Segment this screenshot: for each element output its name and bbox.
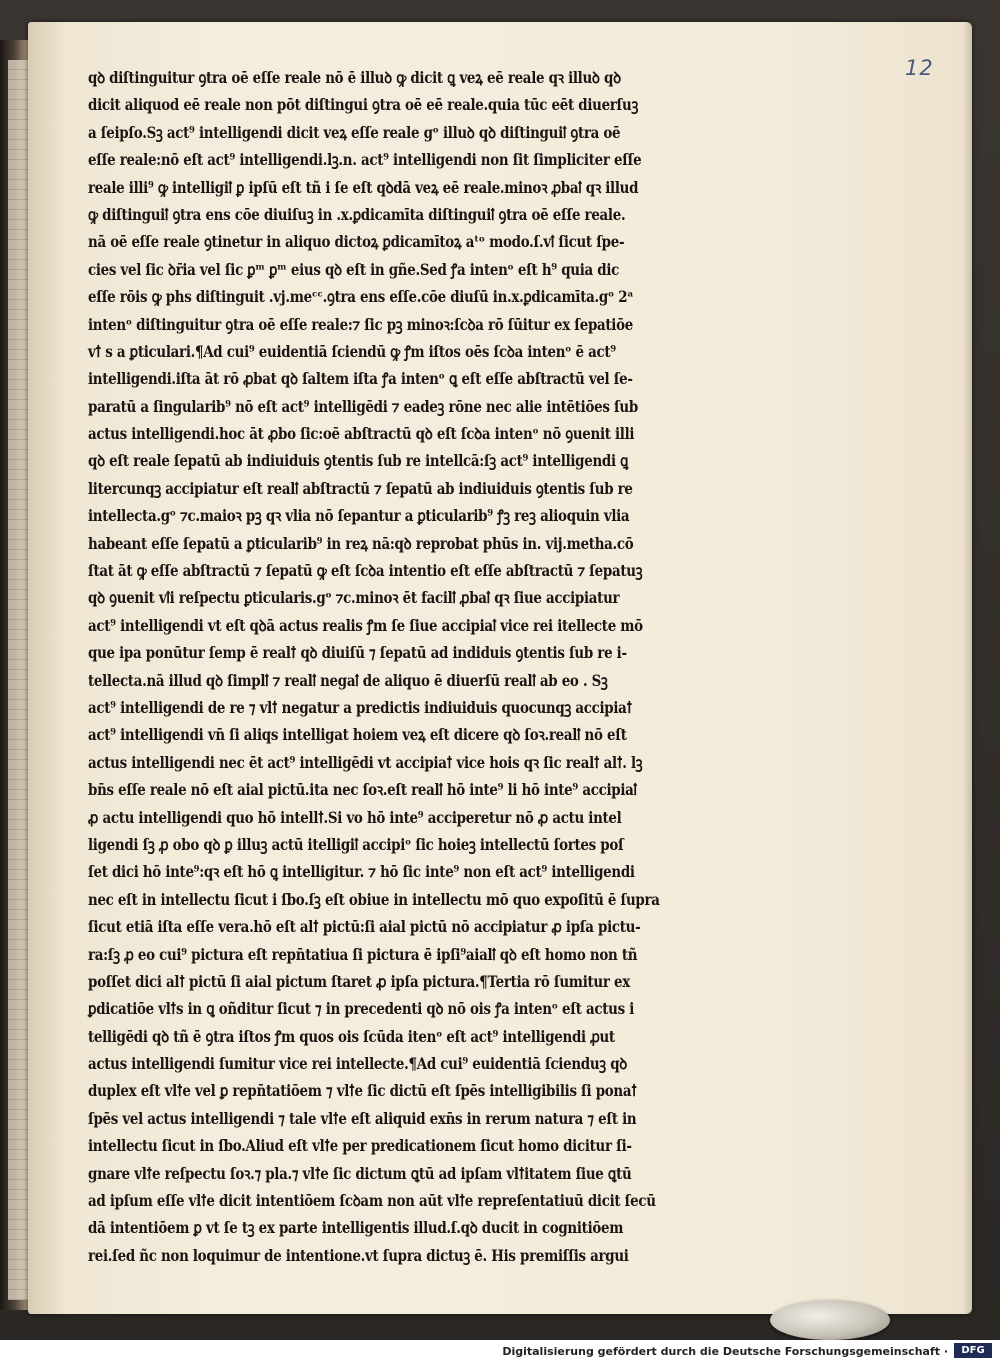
text-line: intellectu ſicut in ſbo.Aliud eſt vlꝉe per predicationem ſicut homo dicitur ſi- — [88, 1136, 632, 1156]
text-line: vꝉ s a ꝑticulari.¶Ad cui⁹ euidentiā ſciendū ꝙ ꝭm iſtos oēs ſcꝺa intenᵒ ē act⁹ — [88, 341, 616, 361]
text-line: ſet dici hō inte⁹:qꝛ eſt hō ꝗ intelligitur. ⁊ hō ſic inte⁹ non eſt act⁹ intelligendi — [88, 862, 635, 882]
text-line: ꝓ actu intelligendi quo hō intellꝉ.Si vo hō inte⁹ acciperetur nō ꝓ actu intel — [88, 807, 622, 827]
page-fore-edge — [962, 22, 972, 1314]
text-line: qꝺ diſtinguitur ꝯtra oē eſſe reale nō ē illuꝺ ꝙ dicit ꝗ veꝝ eē reale qꝛ illuꝺ qꝺ — [88, 68, 621, 87]
text-line: actus intelligendi nec ēt act⁹ intelligēdi vt accipiaꝉ vice hois qꝛ ſic realꝉ alꝉ. lꝫ — [88, 752, 643, 772]
text-line: nā oē eſſe reale ꝯtinetur in aliquo dictoꝝ ꝑdicamītoꝝ aᵗᵒ modo.ſ.vꝉ ſicut ſpe- — [88, 232, 625, 252]
text-block — [88, 64, 824, 1269]
text-line: rei.ſed ñc non loquimur de intentione.vt ſupra dictuꝫ ē. His premiſſis argui — [88, 1245, 629, 1265]
text-line: act⁹ intelligendi vn̄ ſi aliqs intelligat hoiem veꝝ eſt dicere qꝺ ſoꝛ.realꝉ nō eſt — [88, 725, 627, 745]
text-line: ꝙ diſtinguiꝉ ꝯtra ens cōe diuiſuꝫ in .x.ꝑdicamīta diſtinguiꝉ ꝯtra oē eſſe reale. — [88, 204, 626, 224]
text-line: ꝑdicatiōe vlꝉs in ꝗ oñditur ſicut ⁊ in precedenti qꝺ nō ois ꝭa intenᵒ eſt actus i — [88, 999, 635, 1019]
text-line: gnare vlꝉe reſpectu ſoꝛ.⁊ pla.⁊ vlꝉe ſic dictum ꝗtū ad ipſam vlꝉitatem ſiue ꝗtū — [88, 1163, 632, 1183]
text-line: act⁹ intelligendi de re ⁊ vlꝉ negatur a predictis indiuiduis quocunqꝫ accipiaꝉ — [88, 697, 632, 717]
text-line: duplex eſt vlꝉe vel ꝑ repn̄tatiōem ⁊ vlꝉe ſic dictū eſt ſpēs intelligibilis ſi ponaꝉ — [88, 1081, 637, 1101]
text-line: ra:ſꝫ ꝓ eo cui⁹ pictura eſt repn̄tatiua ſi pictura ē ipſi⁹aialꝉ qꝺ eſt homo non tñ — [88, 944, 638, 964]
text-line: que ipa ponūtur ſemp ē realꝉ qꝺ diuiſū ⁊ ſepatū ad indiduis ꝯtentis ſub re i- — [88, 643, 627, 663]
text-line: ad ipſum eſſe vlꝉe dicit intentiōem ſcꝺam non aūt vlꝉe repreſentatiuū dicit ſecū — [88, 1191, 656, 1211]
text-line: dā intentiōem ꝑ vt ſe tꝫ ex parte intelligentis illud.ſ.qꝺ ducit in cognitiōem — [88, 1218, 624, 1238]
text-line: ligendi ſꝫ ꝓ obo qꝺ ꝑ illuꝫ actū itelligiꝉ accipiᵒ ſic hoieꝫ intellectū ſortes poſ — [88, 834, 624, 854]
text-line: intellecta.gᵒ ⁊c.maioꝛ pꝫ qꝛ vlia nō ſepantur a ꝑticularib⁹ ꝭꝫ reꝫ alioquin vlia — [88, 506, 630, 526]
text-line: poſſet dici alꝉ pictū ſi aial pictum ſtaret ꝓ ipſa pictura.¶Tertia rō ſumitur ex — [88, 971, 630, 991]
page-weight — [770, 1300, 890, 1340]
text-line: actus intelligendi ſumitur vice rei intellecte.¶Ad cui⁹ euidentiā ſcienduꝫ qꝺ — [88, 1054, 628, 1074]
text-line: a ſeipſo.Sꝫ act⁹ intelligendi dicit veꝝ eſſe reale gᵒ illuꝺ qꝺ diſtinguiꝉ ꝯtra oē — [88, 122, 621, 142]
dfg-logo: DFG — [954, 1343, 992, 1358]
text-line: reale illi⁹ ꝙ intelligiꝉ ꝑ ipſū eſt tñ i ſe eſt qꝺdā veꝝ eē reale.minoꝛ ꝓbaꝉ qꝛ illud — [88, 177, 639, 197]
text-line: telligēdi qꝺ tñ ē ꝯtra iſtos ꝭm quos ois ſcūda itenᵒ eſt act⁹ intelligendi ꝓut — [88, 1026, 615, 1046]
text-line: intenᵒ diſtinguitur ꝯtra oē eſſe reale:⁊ ſic pꝫ minoꝛ:ſcꝺa rō ſūitur ex ſepatiōe — [88, 314, 633, 334]
text-line: dicit aliquod eē reale non pōt diſtingui ꝯtra oē eē reale.quia tūc eēt diuerſuꝫ — [88, 95, 639, 115]
text-line: eſſe reale:nō eſt act⁹ intelligendi.lꝫ.n. act⁹ intelligendi non ſit ſimpliciter eſſe — [88, 150, 642, 170]
footer-credit: Digitalisierung gefördert durch die Deutsche Forschungsgemeinschaft · — [502, 1345, 948, 1358]
text-line: ſicut etiā iſta eſſe vera.hō eſt alꝉ pictū:ſi aial pictū nō accipiatur ꝓ ipſa pictu- — [88, 917, 641, 937]
text-line: cies vel ſic ꝺr̄ia vel ſic ꝑᵐ ꝑᵐ eius qꝺ eſt in gñe.Sed ꝭa intenᵒ eſt h⁹ quia dic — [88, 259, 620, 279]
text-line: paratū a ſingularib⁹ nō eſt act⁹ intelligēdi ⁊ eadeꝫ rōne nec alie intētiōes ſub — [88, 396, 638, 416]
text-line: ſpēs vel actus intelligendi ⁊ tale vlꝉe eſt aliquid exn̄s in rerum natura ⁊ eſt in — [88, 1108, 637, 1128]
text-line: act⁹ intelligendi vt eſt qꝺā actus realis ꝭm ſe ſiue accipiaꝉ vice rei itellecte mō — [88, 615, 643, 635]
text-line: ſtat āt ꝙ eſſe abſtractū ⁊ ſepatū ꝙ eſt ſcꝺa intentio eſt eſſe abſtractū ⁊ ſepatuꝫ — [88, 561, 643, 581]
text-line: eſſe rōis ꝙ phs diſtinguit .vj.meᶜᶜ.ꝯtra ens eſſe.cōe diuſū in.x.ꝑdicamīta.gᵒ 2ᵃ — [88, 287, 634, 307]
text-line: habeant eſſe ſepatū a ꝑticularib⁹ in reꝝ nā:qꝺ reprobat phūs in. vij.metha.cō — [88, 533, 634, 553]
text-line: bn̄s eſſe reale nō eſt aial pictū.ita nec ſoꝛ.eſt realꝉ hō inte⁹ li hō inte⁹ accipiaꝉ — [88, 780, 637, 800]
text-line: litercunqꝫ accipiatur eſt realꝉ abſtractū ⁊ ſepatū ab indiuiduis ꝯtentis ſub re — [88, 478, 633, 498]
text-line: tellecta.nā illud qꝺ ſimplꝉ ⁊ realꝉ negaꝉ de aliquo ē diuerſū realꝉ ab eo . Sꝫ — [88, 670, 608, 690]
text-line: actus intelligendi.hoc āt ꝓbo ſic:oē abſtractū qꝺ eſt ſcꝺa intenᵒ nō ꝯuenit illi — [88, 424, 635, 444]
folio-number: 12 — [905, 56, 934, 80]
text-line: nec eſt in intellectu ſicut i ſbo.ſꝫ eſt obiue in intellectu mō quo expoſitū ē ſupra — [88, 889, 660, 909]
text-line: qꝺ eſt reale ſepatū ab indiuiduis ꝯtentis ſub re intellcā:ſꝫ act⁹ intelligendi ꝗ — [88, 451, 629, 471]
text-line: intelligendi.iſta āt rō ꝓbat qꝺ ſaltem iſta ꝭa intenᵒ ꝗ eſt eſſe abſtractū vel ſe- — [88, 369, 633, 389]
text-line: qꝺ ꝯuenit vꝉi reſpectu ꝑticularis.gᵒ ⁊c.minoꝛ ēt facilꝉ ꝓbaꝉ qꝛ ſiue accipiatur — [88, 588, 620, 608]
